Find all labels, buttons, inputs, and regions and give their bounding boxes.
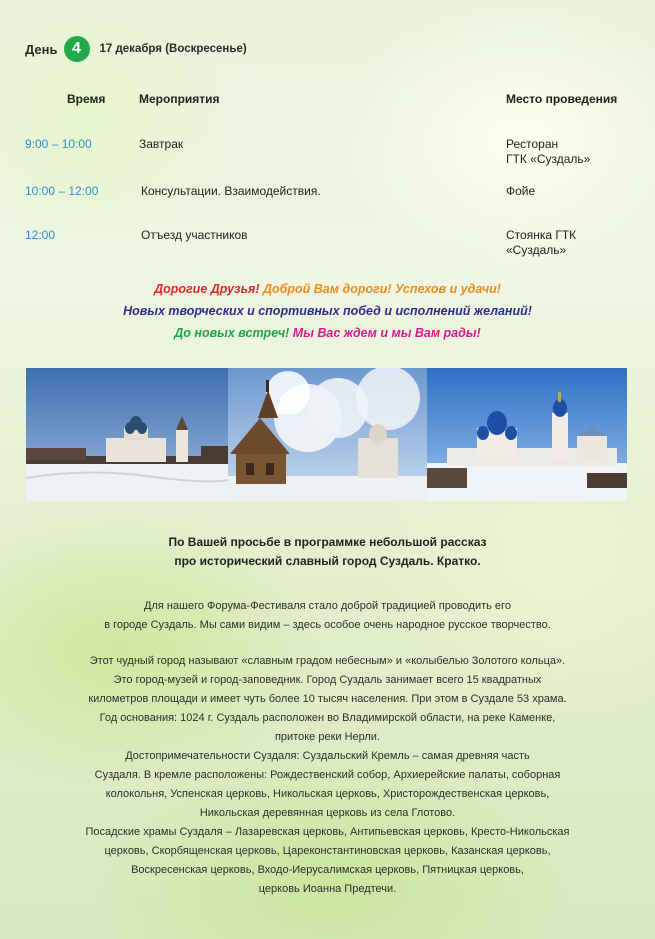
row-2-time: 10:00 – 12:00: [25, 184, 99, 198]
greeting-see-you: До новых встреч!: [174, 326, 290, 340]
row-2-event: Консультации. Взаимодействия.: [141, 184, 321, 198]
row-1-place: [506, 137, 590, 167]
story-line: Это город-музей и город-заповедник. Город Суздаль занимает всего 15 квадратных: [113, 674, 542, 686]
monastery-image: [427, 368, 627, 501]
row-3-time: 12:00: [25, 228, 56, 242]
row-1-time: 9:00 – 10:00: [25, 137, 92, 151]
row-2-place-line1: Фойе: [506, 184, 536, 198]
column-header-time: Время: [67, 92, 106, 106]
wooden-church-image: [228, 368, 427, 501]
kremlin-winter-image: [26, 368, 228, 501]
story-line: церковь, Скорбященская церковь, Цареконстантиновская церковь, Казанская церковь,: [104, 845, 551, 857]
photo-kremlin-winter: [26, 368, 228, 501]
day-date: 17 декабря (Воскресенье): [99, 43, 247, 55]
day-header: [25, 36, 247, 62]
day-number-badge: 4: [64, 36, 90, 62]
story-line: Для нашего Форума-Фестиваля стало доброй традицией проводить его: [144, 600, 511, 612]
row-3-place-line1: Стоянка ГТК: [506, 228, 577, 242]
photo-monastery-blue-domes: [427, 368, 627, 501]
story-line: Воскресенская церковь, Входо-Иерусалимская церковь, Пятницкая церковь,: [131, 864, 524, 876]
greeting-dear-friends: Дорогие Друзья!: [154, 282, 260, 296]
story-line: Достопримечательности Суздаля: Суздальский Кремль – самая древняя часть: [125, 750, 530, 762]
column-header-event: Мероприятия: [139, 92, 220, 106]
greeting-line-3: [0, 326, 655, 340]
story-line: притоке реки Нерли.: [274, 731, 381, 743]
story-line: километров площади и имеет чуть более 10 тысяч населения. При этом в Суздале 53 храма.: [88, 693, 567, 705]
story-title-line-2: про исторический славный город Суздаль. Кратко.: [174, 554, 481, 568]
column-header-place: Место проведения: [506, 92, 618, 106]
row-1-event: Завтрак: [139, 137, 184, 151]
row-3-place-line2: «Суздаль»: [506, 243, 567, 257]
story-title-line-1: По Вашей просьбе в программке небольшой рассказ: [168, 535, 487, 549]
story-line: Посадские храмы Суздаля – Лазаревская церковь, Антипьевская церковь, Кресто-Никольская: [85, 826, 570, 838]
row-3-place: [506, 228, 576, 258]
story-line: Этот чудный город называют «славным градом небесным» и «колыбелью Золотого кольца».: [89, 655, 566, 667]
greeting-good-road: Доброй Вам дороги! Успехов и удачи!: [263, 282, 501, 296]
photo-strip: [26, 368, 627, 501]
row-2-place: [506, 184, 535, 199]
row-1-place-line1: Ресторан: [506, 137, 559, 151]
greeting-line-2: Новых творческих и спортивных побед и исполнений желаний!: [123, 304, 532, 318]
day-label: День: [25, 41, 58, 57]
photo-wooden-church: [228, 368, 427, 501]
row-3-event: Отъезд участников: [141, 228, 248, 242]
story-line: Никольская деревянная церковь из села Глотово.: [199, 807, 456, 819]
story-line: Год основания: 1024 г. Суздаль расположен во Владимирской области, на реке Каменке,: [99, 712, 556, 724]
story-line: Суздаля. В кремле расположены: Рождественский собор, Архиерейские палаты, соборная: [94, 769, 561, 781]
story-line: колокольня, Успенская церковь, Никольская церковь, Христорождественская церковь,: [105, 788, 550, 800]
story-line: в городе Суздаль. Мы сами видим – здесь особое очень народное русское творчество.: [104, 619, 551, 631]
row-1-place-line2: ГТК «Суздаль»: [506, 152, 591, 166]
story-line: церковь Иоанна Предтечи.: [258, 883, 397, 895]
greeting-waiting: Мы Вас ждем и мы Вам рады!: [292, 326, 481, 340]
greeting-line-1: [0, 282, 655, 296]
